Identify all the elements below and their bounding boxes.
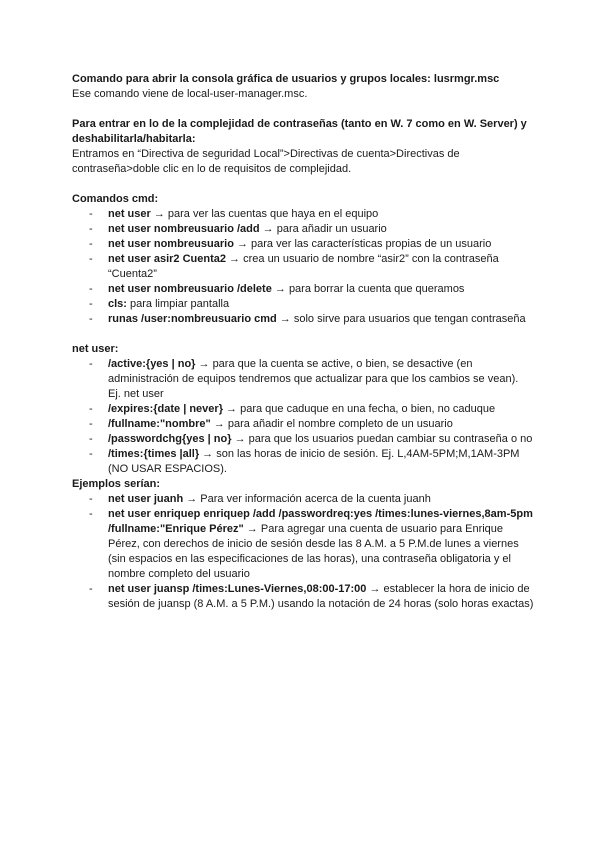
- command: net user nombreusuario /add: [108, 223, 260, 235]
- examples-heading: Ejemplos serían:: [72, 478, 161, 490]
- option: /expires:{date | never}: [108, 403, 223, 415]
- description: → para añadir el nombre completo de un usuario: [210, 418, 453, 430]
- command: cls:: [108, 298, 127, 310]
- net-user-heading: net user:: [72, 343, 119, 355]
- command: net user enriquep enriquep /add /passwordreq:yes /times:lunes-viernes,8am-5pm /fullname:"Enrique Pérez": [108, 508, 533, 535]
- description: → Para agregar una cuenta de usuario para Enrique Pérez, con derechos de inicio de sesión desde las 8 A.M. a 5 P.M.de lunes a viernes (sin espacios en las especificaciones de las horas), una contraseña obligatoria y el nombre completo del usuario: [108, 523, 519, 580]
- command: net user asir2 Cuenta2: [108, 253, 226, 265]
- list-item: [108, 447, 534, 477]
- option: /passwordchg{yes | no}: [108, 433, 232, 445]
- command: net user nombreusuario /delete: [108, 283, 272, 295]
- description: → establecer la hora de inicio de sesión de juansp (8 A.M. a 5 P.M.) usando la notación de 24 horas (solo horas exactas): [108, 583, 534, 610]
- description: para limpiar pantalla: [126, 298, 230, 310]
- description: → crea un usuario de nombre “asir2” con la contraseña “Cuenta2”: [108, 253, 499, 280]
- command: net user: [108, 208, 151, 220]
- description: → para borrar la cuenta que queramos: [271, 283, 465, 295]
- command: net user juansp /times:Lunes-Viernes,08:00-17:00: [108, 583, 367, 595]
- list-item: [108, 222, 534, 237]
- list-item: [108, 417, 534, 432]
- description: → para que la cuenta se active, o bien, se desactive (en administración de equipos tendremos que actualizar para que los cambios se vean). Ej. net user: [108, 358, 519, 400]
- cmd-commands-list: [72, 207, 534, 327]
- description: → para que los usuarios puedan cambiar su contraseña o no: [231, 433, 533, 445]
- list-item: [108, 252, 534, 282]
- list-item: [108, 282, 534, 297]
- option: /fullname:"nombre": [108, 418, 211, 430]
- list-item: [108, 357, 534, 402]
- password-complexity-heading: Para entrar en lo de la complejidad de contraseñas (tanto en W. 7 como en W. Server) y deshabilitarla/habitarla:: [72, 118, 527, 145]
- cmd-commands-heading: Comandos cmd:: [72, 193, 159, 205]
- option: /times:{times |all}: [108, 448, 200, 460]
- list-item: [108, 492, 534, 507]
- password-complexity-text: Entramos en “Directiva de seguridad Local”>Directivas de cuenta>Directivas de contraseña>doble clic en lo de requisitos de complejidad.: [72, 148, 460, 175]
- net-user-options-list: [72, 357, 534, 477]
- command: net user juanh: [108, 493, 184, 505]
- description: → solo sirve para usuarios que tengan contraseña: [276, 313, 526, 325]
- description: → para añadir un usuario: [259, 223, 387, 235]
- description: → son las horas de inicio de sesión. Ej. L,4AM-5PM;M,1AM-3PM (NO USAR ESPACIOS).: [108, 448, 520, 475]
- document-page: [72, 72, 534, 612]
- list-item: [108, 312, 534, 327]
- list-item: [108, 237, 534, 252]
- examples-list: [72, 492, 534, 612]
- description: → para ver las cuentas que haya en el equipo: [150, 208, 379, 220]
- lusrmgr-heading: Comando para abrir la consola gráfica de usuarios y grupos locales: lusrmgr.msc: [72, 73, 500, 85]
- description: → Para ver información acerca de la cuenta juanh: [183, 493, 431, 505]
- list-item: [108, 582, 534, 612]
- list-item: [108, 207, 534, 222]
- list-item: [108, 297, 534, 312]
- list-item: [108, 432, 534, 447]
- command: runas /user:nombreusuario cmd: [108, 313, 277, 325]
- list-item: [108, 402, 534, 417]
- lusrmgr-text: Ese comando viene de local-user-manager.msc.: [72, 88, 308, 100]
- description: → para que caduque en una fecha, o bien, no caduque: [222, 403, 496, 415]
- list-item: [108, 507, 534, 582]
- description: → para ver las características propias de un usuario: [233, 238, 492, 250]
- command: net user nombreusuario: [108, 238, 234, 250]
- option: /active:{yes | no}: [108, 358, 196, 370]
